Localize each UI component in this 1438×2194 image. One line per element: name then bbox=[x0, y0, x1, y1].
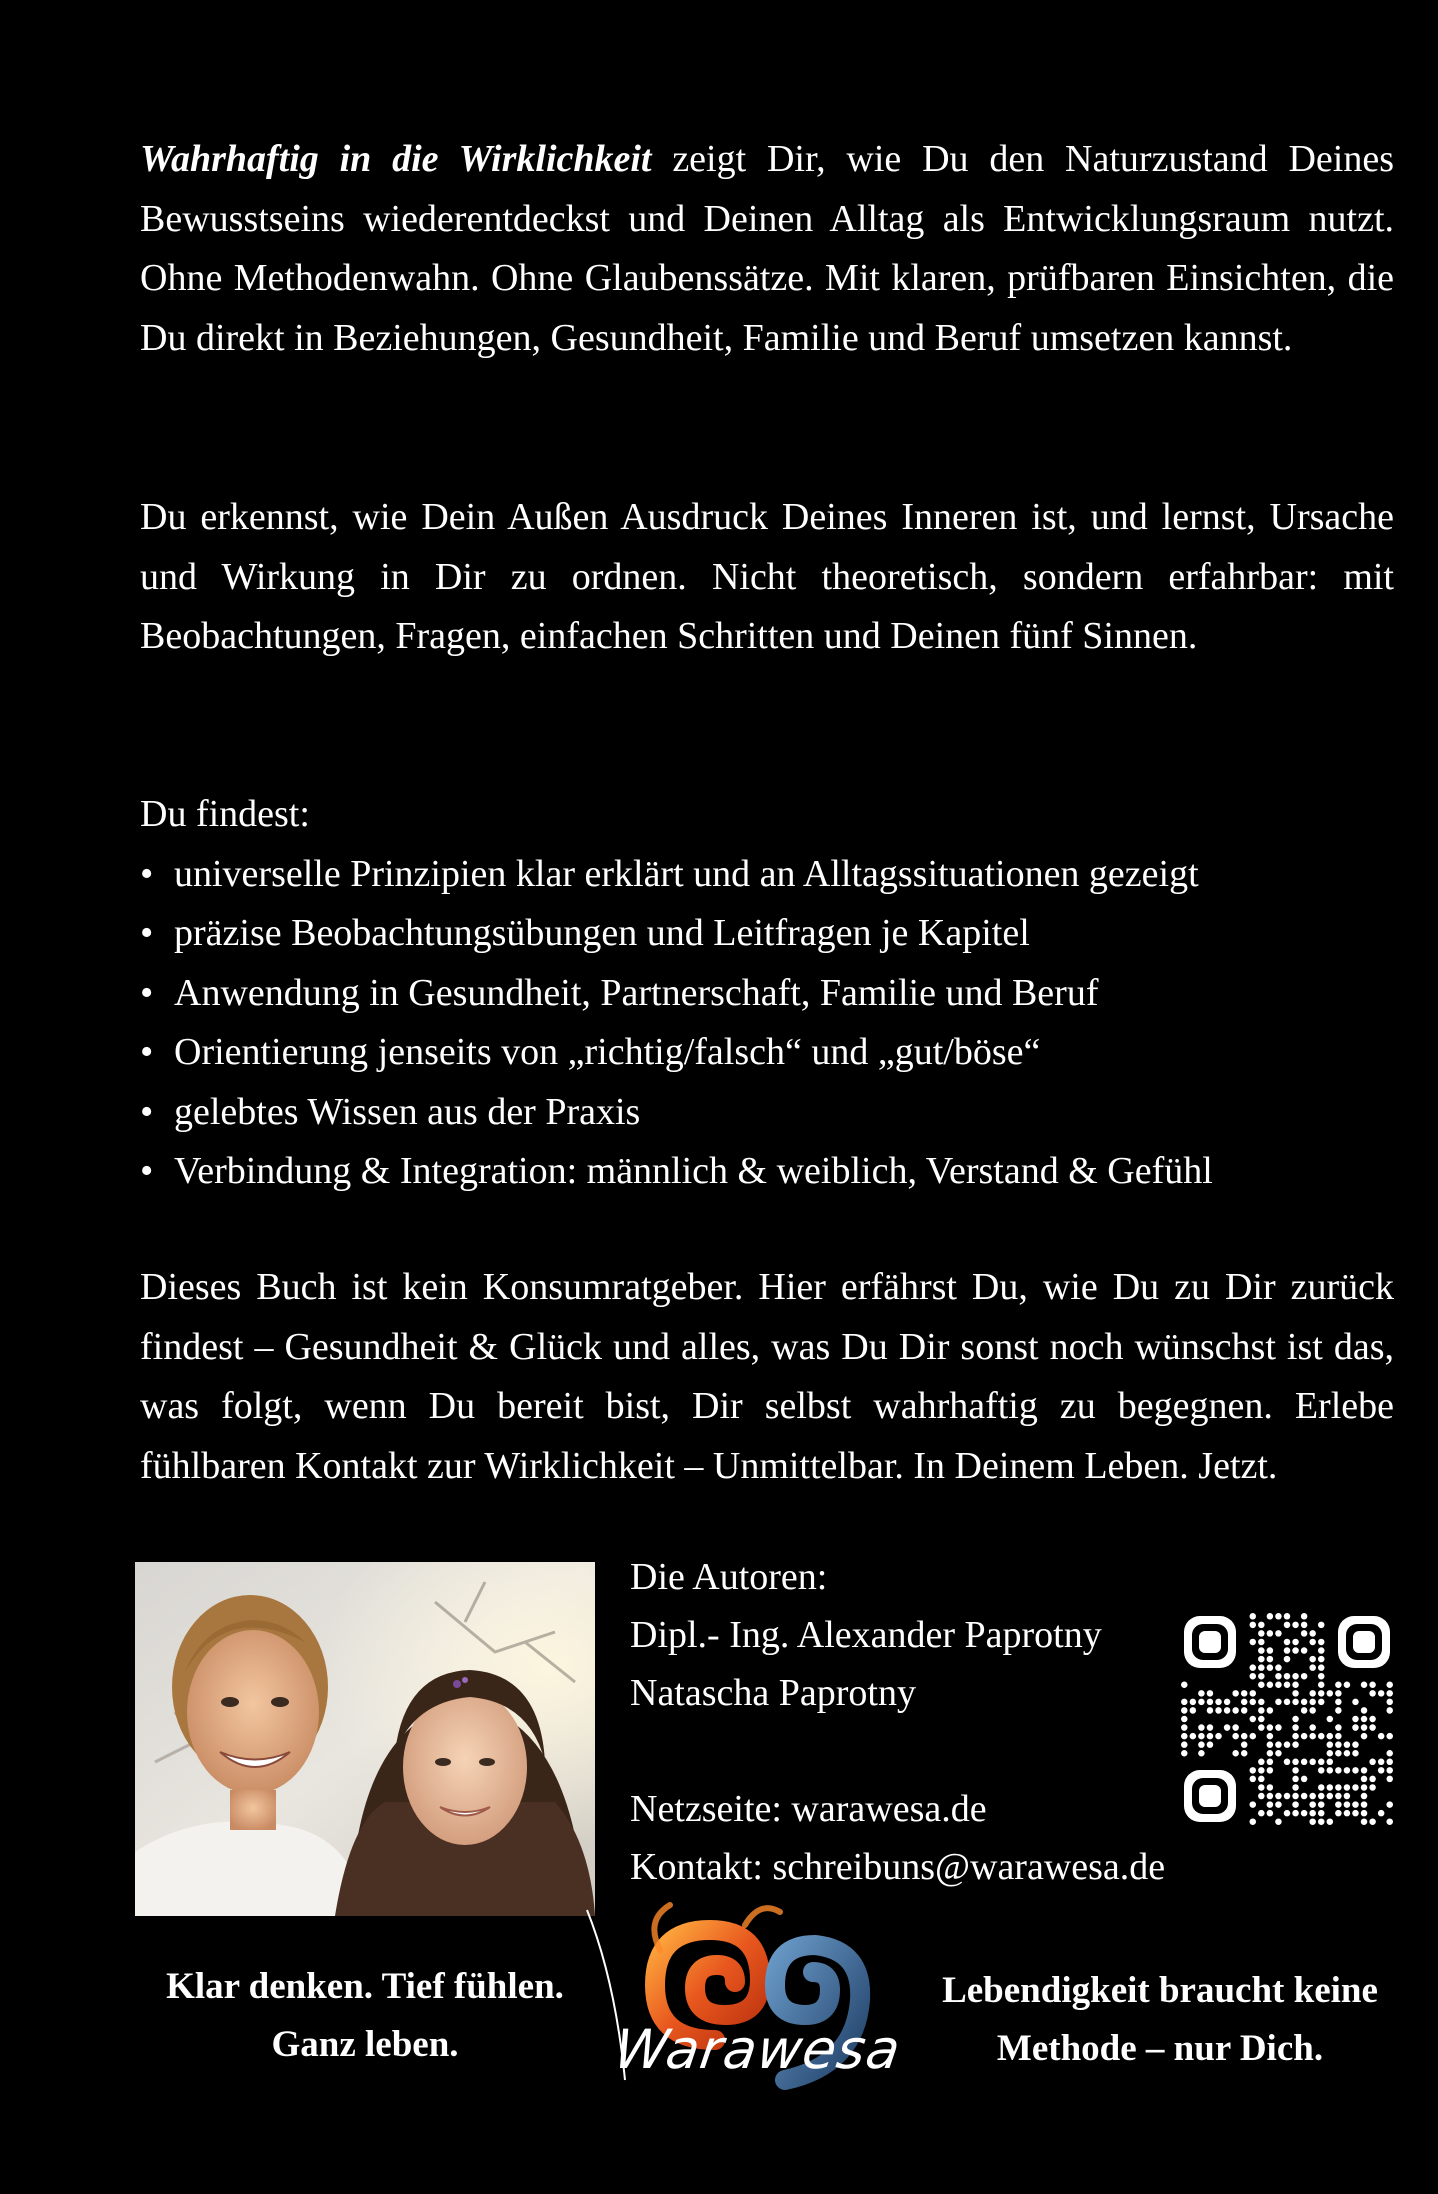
list-item: • präzise Beobachtungsübungen und Leitfragen je Kapitel bbox=[140, 904, 1394, 964]
list-item: • gelebtes Wissen aus der Praxis bbox=[140, 1083, 1394, 1143]
list-item: • universelle Prinzipien klar erklärt und an Alltagssituationen gezeigt bbox=[140, 845, 1394, 905]
description-text: Du erkennst, wie Dein Außen Ausdruck Deines Inneren ist, und lernst, Ursache und Wirkung in Dir zu ordnen. Nicht theoretisch, sondern erfahrbar: mit Beobachtungen, Fragen, einfachen Schritten und Deinen fünf Sinnen. bbox=[140, 496, 1394, 657]
list-item: • Orientierung jenseits von „richtig/falsch“ und „gut/böse“ bbox=[140, 1023, 1394, 1083]
qr-code[interactable] bbox=[1180, 1612, 1394, 1826]
authors-info bbox=[630, 1548, 1190, 1896]
description-paragraph bbox=[140, 488, 1394, 667]
logo-wordmark: Warawesa bbox=[610, 2018, 905, 2081]
author-name: Dipl.- Ing. Alexander Paprotny bbox=[630, 1614, 1102, 1656]
qr-code-graphic bbox=[1180, 1612, 1394, 1826]
closing-text: Dieses Buch ist kein Konsumratgeber. Hier erfährst Du, wie Du zu Dir zurück findest – Gesundheit & Glück und alles, was Du Dir sonst noch wünschst ist das, was folgt, wenn Du bereit bist, Dir selbst wahrhaftig zu begegnen. Erlebe fühlbaren Kontakt zur Wirklichkeit – Unmittelbar. In Deinem Leben. Jetzt. bbox=[140, 1266, 1394, 1487]
features-section bbox=[140, 785, 1394, 1202]
list-item: • Anwendung in Gesundheit, Partnerschaft, Familie und Beruf bbox=[140, 964, 1394, 1024]
slogan-left bbox=[125, 1958, 605, 2074]
intro-paragraph bbox=[140, 130, 1394, 368]
list-item: • Verbindung & Integration: männlich & weiblich, Verstand & Gefühl bbox=[140, 1142, 1394, 1202]
contact-email[interactable]: Kontakt: schreibuns@warawesa.de bbox=[630, 1846, 1166, 1888]
author-name: Natascha Paprotny bbox=[630, 1672, 916, 1714]
features-heading: Du findest: bbox=[140, 793, 310, 835]
slogan-line: Methode – nur Dich. bbox=[996, 2028, 1324, 2069]
slogan-line: Klar denken. Tief fühlen. bbox=[166, 1966, 564, 2007]
spacer bbox=[630, 1722, 1190, 1780]
slogan-line: Ganz leben. bbox=[271, 2024, 459, 2065]
authors-photo bbox=[135, 1562, 595, 1916]
closing-paragraph bbox=[140, 1258, 1394, 1496]
features-list bbox=[140, 845, 1394, 1202]
slogan-line: Lebendigkeit braucht keine bbox=[942, 1970, 1378, 2011]
book-title: Wahrhaftig in die Wirklichkeit bbox=[140, 138, 652, 180]
intro-text: zeigt Dir, wie Du den Naturzustand Deines Bewusstseins wiederentdeckst und Deinen Alltag als Entwicklungsraum nutzt. Ohne Methodenwahn. Ohne Glaubenssätze. Mit klaren, prüfbaren Einsichten, die Du direkt in Beziehungen, Gesundheit, Familie und Beruf umsetzen kannst. bbox=[140, 138, 1394, 359]
slogan-right bbox=[900, 1962, 1420, 2078]
authors-heading: Die Autoren: bbox=[630, 1556, 828, 1598]
website-link[interactable]: Netzseite: warawesa.de bbox=[630, 1788, 987, 1830]
